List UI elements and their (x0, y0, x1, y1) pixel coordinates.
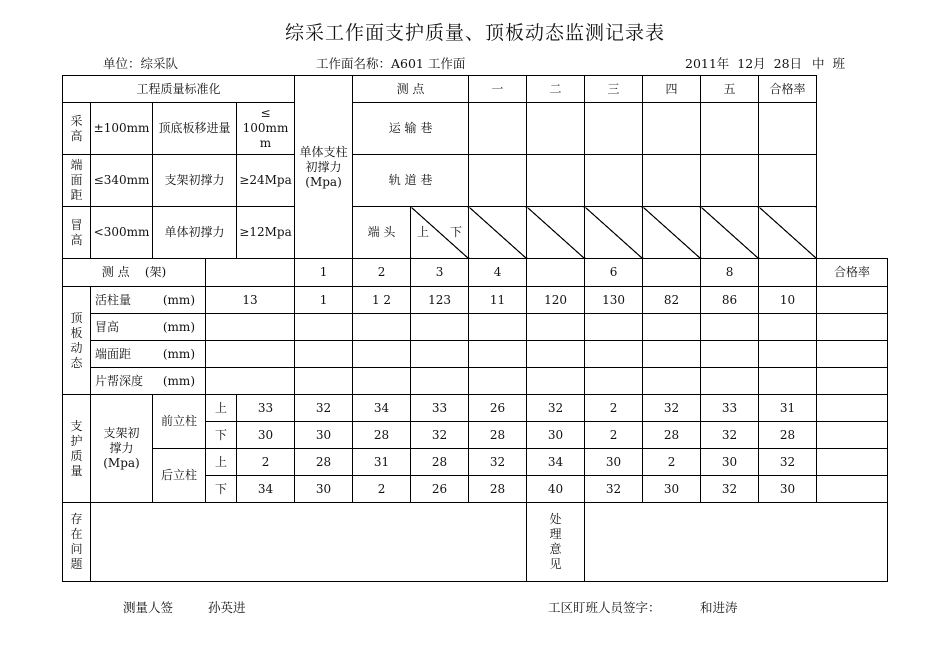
value-cell (469, 341, 527, 368)
value-cell: 1 2 (353, 287, 411, 314)
point-cell: 4 (469, 259, 527, 287)
value-cell: 32 (585, 476, 643, 503)
value-cell: 13 (206, 287, 295, 314)
value-cell: 120 (527, 287, 585, 314)
col-3: 三 (585, 76, 643, 103)
value-cell: 2 (237, 449, 295, 476)
page-title: 综采工作面支护质量、顶板动态监测记录表 (284, 22, 665, 44)
value-cell: 33 (411, 395, 469, 422)
support-group-label: 支护质量 (63, 395, 91, 503)
cell (469, 155, 527, 207)
quality-row (63, 155, 888, 207)
row-point: 端 头 (353, 207, 411, 259)
value-cell: 28 (469, 476, 527, 503)
diagonal-cell (469, 207, 527, 259)
value-cell: 2 (585, 422, 643, 449)
up-label: 上 (417, 225, 430, 239)
quality-row (63, 207, 888, 259)
value-cell (469, 368, 527, 395)
diagonal-cell (701, 207, 759, 259)
down-label: 下 (206, 422, 237, 449)
cell (759, 155, 817, 207)
points-label: 测 点 (架) (63, 259, 206, 287)
value-cell: 123 (411, 287, 469, 314)
down-label: 下 (206, 476, 237, 503)
diagonal-cell (643, 207, 701, 259)
value-cell (295, 341, 353, 368)
row-limit: ≥12Mpa (237, 207, 295, 259)
value-cell (701, 341, 759, 368)
cell (585, 103, 643, 155)
row-item: 支架初撑力 (153, 155, 237, 207)
points-pass-rate: 合格率 (817, 259, 888, 287)
value-cell: 34 (527, 449, 585, 476)
value-cell (643, 368, 701, 395)
handle-text (585, 503, 888, 582)
value-cell: 30 (527, 422, 585, 449)
value-cell (527, 314, 585, 341)
value-cell (817, 368, 888, 395)
row-name: 冒高 (63, 207, 91, 259)
value-cell (527, 341, 585, 368)
measurer-signature: 孙英进 (208, 600, 246, 615)
diagonal-cell (527, 207, 585, 259)
value-cell (353, 341, 411, 368)
row-standard: ±100mm (91, 103, 153, 155)
value-cell (817, 395, 888, 422)
quality-row (63, 103, 888, 155)
monitoring-table (62, 75, 888, 582)
value-cell: 28 (353, 422, 411, 449)
row-limit: ≥24Mpa (237, 155, 295, 207)
value-cell (643, 314, 701, 341)
roof-row (63, 368, 888, 395)
value-cell (411, 314, 469, 341)
down-label: 下 (450, 225, 463, 239)
front-prop-label: 前立柱 (153, 395, 206, 449)
value-cell (585, 341, 643, 368)
value-cell: 34 (353, 395, 411, 422)
support-row (63, 449, 888, 476)
row-item: 顶底板移进量 (153, 103, 237, 155)
row-item: 单体初撑力 (153, 207, 237, 259)
cell (701, 155, 759, 207)
issues-row (63, 503, 888, 582)
value-cell (411, 341, 469, 368)
cell (585, 155, 643, 207)
value-cell: 30 (295, 476, 353, 503)
quality-heading: 工程质量标准化 (63, 76, 295, 103)
roof-row-name: 端面距 (mm) (91, 341, 206, 368)
value-cell (759, 314, 817, 341)
value-cell (817, 449, 888, 476)
value-cell: 26 (411, 476, 469, 503)
duty-signature: 和进涛 (700, 600, 738, 615)
rear-prop-label: 后立柱 (153, 449, 206, 503)
value-cell (206, 341, 295, 368)
roof-row (63, 341, 888, 368)
value-cell: 28 (411, 449, 469, 476)
value-cell: 28 (759, 422, 817, 449)
value-cell: 32 (295, 395, 353, 422)
value-cell (701, 314, 759, 341)
col-2: 二 (527, 76, 585, 103)
value-cell (759, 341, 817, 368)
value-cell (585, 314, 643, 341)
issues-text (91, 503, 527, 582)
value-cell: 33 (701, 395, 759, 422)
single-prop-label: 单体支柱初撑力(Mpa) (295, 76, 353, 259)
value-cell (759, 368, 817, 395)
cell (469, 103, 527, 155)
value-cell: 32 (643, 395, 701, 422)
point-cell: 1 (295, 259, 353, 287)
duty-label: 工区盯班人员签字： (548, 600, 661, 615)
row-standard: ≤340mm (91, 155, 153, 207)
value-cell: 11 (469, 287, 527, 314)
value-cell: 40 (527, 476, 585, 503)
value-cell (817, 341, 888, 368)
value-cell: 28 (295, 449, 353, 476)
value-cell: 30 (585, 449, 643, 476)
value-cell (295, 314, 353, 341)
diagonal-cell (759, 207, 817, 259)
col-1: 一 (469, 76, 527, 103)
value-cell (701, 368, 759, 395)
col-5: 五 (701, 76, 759, 103)
value-cell: 34 (237, 476, 295, 503)
value-cell: 1 (295, 287, 353, 314)
col-4: 四 (643, 76, 701, 103)
cell (527, 155, 585, 207)
value-cell: 32 (527, 395, 585, 422)
cell (643, 155, 701, 207)
shift: 中 班 (812, 56, 845, 71)
roof-row-name: 片帮深度 (mm) (91, 368, 206, 395)
record-date: 2011年 12月 28日 (685, 56, 803, 71)
row-name: 采高 (63, 103, 91, 155)
value-cell (817, 422, 888, 449)
value-cell: 32 (469, 449, 527, 476)
value-cell: 30 (701, 449, 759, 476)
support-row (63, 395, 888, 422)
row-limit: ≤ 100mm m (237, 103, 295, 155)
value-cell: 26 (469, 395, 527, 422)
point-cell: 8 (701, 259, 759, 287)
value-cell: 82 (643, 287, 701, 314)
row-point: 运 输 巷 (353, 103, 469, 155)
value-cell: 32 (759, 449, 817, 476)
value-cell: 10 (759, 287, 817, 314)
value-cell: 30 (759, 476, 817, 503)
value-cell (817, 287, 888, 314)
point-cell (759, 259, 817, 287)
cell (527, 103, 585, 155)
value-cell (817, 476, 888, 503)
row-point: 轨 道 巷 (353, 155, 469, 207)
row-name: 端面距 (63, 155, 91, 207)
value-cell: 2 (585, 395, 643, 422)
point-cell: 3 (411, 259, 469, 287)
cell (759, 103, 817, 155)
support-sub-label: 支架初撑力(Mpa) (91, 395, 153, 503)
value-cell: 30 (295, 422, 353, 449)
value-cell: 32 (411, 422, 469, 449)
up-label: 上 (206, 395, 237, 422)
roof-row-name: 活柱量 (mm) (91, 287, 206, 314)
pass-rate-heading: 合格率 (759, 76, 817, 103)
value-cell: 33 (237, 395, 295, 422)
roof-group-label: 顶板动态 (63, 287, 91, 395)
value-cell (817, 314, 888, 341)
value-cell (295, 368, 353, 395)
measurer-label: 测量人签 (123, 600, 174, 615)
up-label: 上 (206, 449, 237, 476)
value-cell (527, 368, 585, 395)
point-cell: 6 (585, 259, 643, 287)
roof-row (63, 287, 888, 314)
value-cell: 30 (643, 476, 701, 503)
value-cell (469, 314, 527, 341)
row-standard: <300mm (91, 207, 153, 259)
roof-row-name: 冒高 (mm) (91, 314, 206, 341)
value-cell (206, 368, 295, 395)
point-cell (643, 259, 701, 287)
value-cell: 130 (585, 287, 643, 314)
value-cell: 30 (237, 422, 295, 449)
diagonal-cell (585, 207, 643, 259)
handle-label: 处理意见 (527, 503, 585, 582)
value-cell: 31 (353, 449, 411, 476)
cell (701, 103, 759, 155)
issues-label: 存在问题 (63, 503, 91, 582)
value-cell (585, 368, 643, 395)
face-name: 工作面名称：A601 工作面 (316, 56, 466, 71)
point-cell: 2 (353, 259, 411, 287)
value-cell: 31 (759, 395, 817, 422)
unit-label: 单位：综采队 (103, 56, 179, 71)
value-cell (411, 368, 469, 395)
value-cell: 2 (643, 449, 701, 476)
roof-row (63, 314, 888, 341)
value-cell (353, 368, 411, 395)
diagonal-cell-up-down (411, 207, 469, 259)
value-cell: 28 (469, 422, 527, 449)
cell (643, 103, 701, 155)
value-cell: 32 (701, 422, 759, 449)
quality-header-row (63, 76, 888, 103)
value-cell: 32 (701, 476, 759, 503)
value-cell (643, 341, 701, 368)
points-row (63, 259, 888, 287)
point-cell (527, 259, 585, 287)
value-cell (206, 314, 295, 341)
value-cell: 86 (701, 287, 759, 314)
value-cell: 28 (643, 422, 701, 449)
value-cell (353, 314, 411, 341)
measure-point-heading: 测 点 (353, 76, 469, 103)
value-cell: 2 (353, 476, 411, 503)
point-cell (206, 259, 295, 287)
